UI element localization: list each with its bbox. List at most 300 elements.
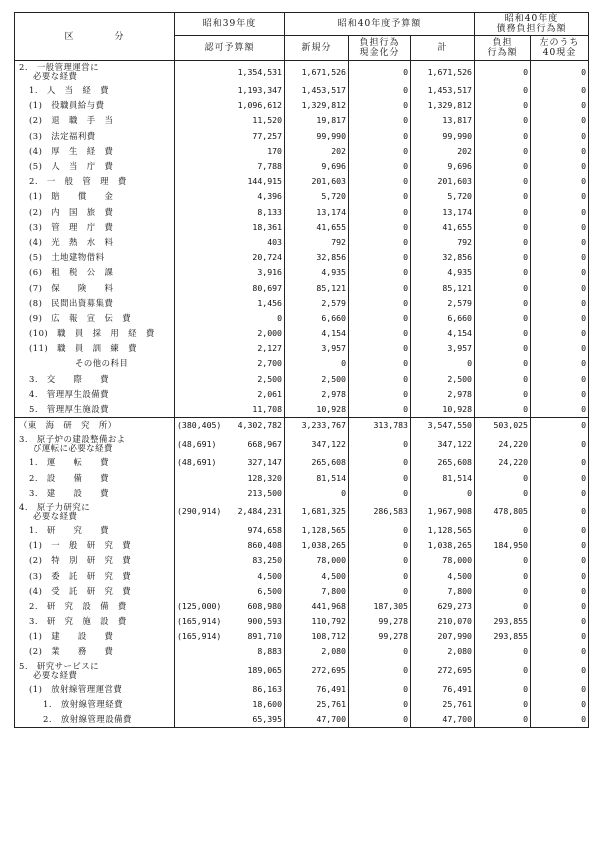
cell-fy39-value: 4,500 [257, 570, 282, 581]
row-label-line1: 4. 原子力研究に [19, 501, 91, 512]
cell-total: 0 [411, 486, 475, 501]
row-label [15, 538, 175, 553]
cell-debt-conversion: 0 [349, 129, 411, 144]
cell-total: 4,935 [411, 265, 475, 280]
cell-fy39-approved [175, 341, 285, 356]
table-row [15, 98, 589, 113]
table-row [15, 644, 589, 659]
row-label-line1: (2) 特 別 研 究 費 [29, 555, 132, 566]
cell-debt-amount: 0 [475, 584, 531, 599]
header-fy40-budget: 昭和40年度予算額 [285, 13, 475, 36]
cell-debt-amount: 503,025 [475, 418, 531, 434]
cell-fy39-value: 2,061 [257, 388, 282, 399]
header-fy39-approved: 認可予算額 [175, 36, 285, 61]
cell-debt-conversion: 0 [349, 387, 411, 402]
cell-of-which-cash: 0 [531, 174, 589, 189]
row-label-line2: 必要な経費 [33, 669, 78, 680]
cell-debt-amount: 0 [475, 568, 531, 583]
cell-total: 85,121 [411, 280, 475, 295]
cell-fy39-approved [175, 682, 285, 697]
cell-fy39-approved [175, 433, 285, 455]
cell-of-which-cash: 0 [531, 98, 589, 113]
cell-new: 1,671,526 [285, 61, 349, 84]
table-row [15, 418, 589, 434]
row-label [15, 682, 175, 697]
cell-new: 4,935 [285, 265, 349, 280]
cell-new: 99,990 [285, 129, 349, 144]
row-label-line1: 1. 人 当 経 費 [29, 85, 109, 96]
cell-fy39-value: 77,257 [252, 130, 282, 141]
cell-fy39-value: 80,697 [252, 282, 282, 293]
cell-debt-amount: 0 [475, 235, 531, 250]
cell-debt-conversion: 0 [349, 523, 411, 538]
cell-total: 1,329,812 [411, 98, 475, 113]
cell-debt-conversion: 187,305 [349, 599, 411, 614]
cell-fy39-value: 170 [267, 145, 282, 156]
cell-of-which-cash: 0 [531, 538, 589, 553]
cell-fy39-approved [175, 471, 285, 486]
cell-new: 108,712 [285, 629, 349, 644]
cell-debt-conversion: 0 [349, 113, 411, 128]
cell-of-which-cash: 0 [531, 265, 589, 280]
cell-debt-amount: 0 [475, 372, 531, 387]
cell-new: 47,700 [285, 712, 349, 728]
cell-total: 76,491 [411, 682, 475, 697]
cell-debt-amount: 0 [475, 265, 531, 280]
cell-fy39-approved [175, 599, 285, 614]
row-label-line2: び運転に必要な経費 [33, 443, 113, 454]
cell-debt-conversion: 0 [349, 402, 411, 418]
cell-of-which-cash: 0 [531, 372, 589, 387]
cell-debt-amount: 478,805 [475, 501, 531, 523]
cell-fy39-value: 144,915 [247, 176, 282, 187]
cell-fy39-value: 11,708 [252, 404, 282, 415]
row-label [15, 174, 175, 189]
cell-new: 7,800 [285, 584, 349, 599]
cell-fy39-value: 189,065 [247, 665, 282, 676]
row-label-line1: (1) 建 設 費 [29, 631, 114, 642]
header-debt-amount-line1: 負担 [492, 38, 513, 48]
cell-debt-conversion: 0 [349, 356, 411, 371]
table-row [15, 712, 589, 728]
table-row [15, 584, 589, 599]
cell-fy39-approved [175, 159, 285, 174]
cell-new: 1,329,812 [285, 98, 349, 113]
row-label [15, 455, 175, 470]
cell-fy39-parenthetical: (165,914) [177, 616, 222, 627]
cell-fy39-value: 7,788 [257, 161, 282, 172]
cell-of-which-cash: 0 [531, 250, 589, 265]
cell-new: 2,579 [285, 296, 349, 311]
cell-fy39-value: 20,724 [252, 252, 282, 263]
cell-debt-amount: 184,950 [475, 538, 531, 553]
cell-debt-conversion: 286,583 [349, 501, 411, 523]
row-label [15, 433, 175, 455]
header-fy40-debt-line2: 債務負担行為額 [496, 24, 567, 34]
cell-new: 1,453,517 [285, 83, 349, 98]
cell-fy39-approved [175, 144, 285, 159]
cell-fy39-approved [175, 455, 285, 470]
row-label [15, 220, 175, 235]
cell-of-which-cash: 0 [531, 599, 589, 614]
cell-fy39-approved [175, 501, 285, 523]
cell-fy39-value: 4,396 [257, 191, 282, 202]
cell-total: 25,761 [411, 697, 475, 712]
cell-new: 41,655 [285, 220, 349, 235]
row-label [15, 568, 175, 583]
cell-debt-conversion: 0 [349, 189, 411, 204]
row-label [15, 584, 175, 599]
cell-fy39-value: 1,354,531 [237, 66, 282, 77]
cell-of-which-cash: 0 [531, 697, 589, 712]
cell-new: 0 [285, 486, 349, 501]
cell-total: 3,957 [411, 341, 475, 356]
cell-debt-amount: 0 [475, 471, 531, 486]
cell-new: 9,696 [285, 159, 349, 174]
cell-fy39-approved [175, 486, 285, 501]
cell-total: 1,453,517 [411, 83, 475, 98]
cell-of-which-cash: 0 [531, 341, 589, 356]
cell-debt-amount: 0 [475, 174, 531, 189]
cell-total: 347,122 [411, 433, 475, 455]
row-label-line1: 1. 放射線管理経費 [43, 698, 123, 709]
row-label-line1: (5) 土地建物借料 [29, 252, 105, 263]
cell-debt-amount: 0 [475, 523, 531, 538]
cell-of-which-cash: 0 [531, 280, 589, 295]
cell-debt-amount: 0 [475, 113, 531, 128]
cell-fy39-approved [175, 402, 285, 418]
cell-of-which-cash: 0 [531, 418, 589, 434]
cell-total: 5,720 [411, 189, 475, 204]
cell-debt-amount: 0 [475, 553, 531, 568]
cell-debt-conversion: 99,278 [349, 629, 411, 644]
cell-new: 4,500 [285, 568, 349, 583]
table-row [15, 614, 589, 629]
cell-debt-conversion: 0 [349, 280, 411, 295]
row-label-line1: (11) 職 員 訓 練 費 [29, 343, 137, 354]
cell-fy39-approved [175, 697, 285, 712]
cell-total: 4,154 [411, 326, 475, 341]
row-label-line1: (4) 厚 生 経 費 [29, 145, 114, 156]
cell-debt-conversion: 0 [349, 682, 411, 697]
table-row [15, 280, 589, 295]
cell-of-which-cash: 0 [531, 129, 589, 144]
cell-total: 7,800 [411, 584, 475, 599]
row-label [15, 296, 175, 311]
cell-total: 99,990 [411, 129, 475, 144]
cell-new: 2,978 [285, 387, 349, 402]
cell-fy39-approved [175, 250, 285, 265]
row-label-line1: 4. 管理厚生設備費 [29, 388, 109, 399]
row-label [15, 660, 175, 682]
cell-debt-amount: 0 [475, 250, 531, 265]
cell-total: 210,070 [411, 614, 475, 629]
row-label [15, 523, 175, 538]
cell-fy39-parenthetical: (290,914) [177, 506, 222, 517]
cell-of-which-cash: 0 [531, 113, 589, 128]
table-body [15, 61, 589, 728]
row-label-line1: (2) 業 務 費 [29, 646, 114, 657]
table-row [15, 402, 589, 418]
row-label-line1: (1) 一 般 研 究 費 [29, 540, 132, 551]
row-label [15, 697, 175, 712]
row-label-line1: (3) 委 託 研 究 費 [29, 570, 132, 581]
header-debt-conversion [349, 36, 411, 61]
row-label [15, 159, 175, 174]
cell-new: 1,128,565 [285, 523, 349, 538]
cell-debt-amount: 0 [475, 644, 531, 659]
cell-debt-conversion: 313,783 [349, 418, 411, 434]
cell-debt-amount: 0 [475, 697, 531, 712]
cell-new: 10,928 [285, 402, 349, 418]
cell-of-which-cash: 0 [531, 356, 589, 371]
cell-fy39-parenthetical: (48,691) [177, 457, 217, 468]
cell-debt-amount: 0 [475, 599, 531, 614]
cell-new: 347,122 [285, 433, 349, 455]
cell-total: 2,978 [411, 387, 475, 402]
cell-debt-conversion: 0 [349, 144, 411, 159]
row-label-line1: 2. 一般管理運営に [19, 62, 99, 72]
header-of-which-line2: 40現金 [542, 48, 577, 58]
header-new: 新規分 [285, 36, 349, 61]
cell-total: 2,080 [411, 644, 475, 659]
cell-debt-amount: 0 [475, 486, 531, 501]
row-label-line2: 必要な経費 [33, 510, 78, 521]
cell-fy39-approved [175, 568, 285, 583]
cell-of-which-cash: 0 [531, 235, 589, 250]
row-label [15, 280, 175, 295]
cell-fy39-value: 83,250 [252, 555, 282, 566]
cell-debt-conversion: 0 [349, 205, 411, 220]
table-row [15, 144, 589, 159]
cell-debt-conversion: 0 [349, 341, 411, 356]
cell-fy39-approved [175, 372, 285, 387]
cell-new: 1,681,325 [285, 501, 349, 523]
cell-debt-conversion: 0 [349, 61, 411, 84]
cell-fy39-approved [175, 296, 285, 311]
header-fy39: 昭和39年度 [175, 13, 285, 36]
cell-new: 32,856 [285, 250, 349, 265]
row-label [15, 83, 175, 98]
cell-of-which-cash: 0 [531, 433, 589, 455]
row-label [15, 372, 175, 387]
cell-of-which-cash: 0 [531, 296, 589, 311]
cell-new: 272,695 [285, 660, 349, 682]
row-label [15, 265, 175, 280]
cell-fy39-value: 3,916 [257, 267, 282, 278]
cell-debt-conversion: 0 [349, 220, 411, 235]
cell-debt-amount: 0 [475, 205, 531, 220]
cell-of-which-cash: 0 [531, 189, 589, 204]
row-label [15, 250, 175, 265]
cell-debt-amount: 0 [475, 682, 531, 697]
table-row [15, 697, 589, 712]
cell-of-which-cash: 0 [531, 83, 589, 98]
cell-total: 32,856 [411, 250, 475, 265]
cell-fy39-approved [175, 235, 285, 250]
row-label [15, 486, 175, 501]
cell-new: 2,080 [285, 644, 349, 659]
cell-new: 792 [285, 235, 349, 250]
table-row [15, 235, 589, 250]
cell-debt-amount: 0 [475, 189, 531, 204]
row-label-line1: (2) 退 職 手 当 [29, 115, 114, 126]
cell-debt-amount: 0 [475, 660, 531, 682]
cell-fy39-approved [175, 387, 285, 402]
table-header [15, 13, 589, 61]
cell-debt-amount: 0 [475, 356, 531, 371]
cell-fy39-value: 327,147 [247, 457, 282, 468]
cell-debt-conversion: 0 [349, 250, 411, 265]
cell-fy39-parenthetical: (48,691) [177, 438, 217, 449]
row-label-line1: 3. 建 設 費 [29, 487, 109, 498]
cell-total: 47,700 [411, 712, 475, 728]
cell-of-which-cash: 0 [531, 644, 589, 659]
cell-fy39-value: 65,395 [252, 714, 282, 725]
header-debt-amount-line2: 行為額 [487, 48, 518, 58]
cell-fy39-value: 2,127 [257, 343, 282, 354]
cell-new: 1,038,265 [285, 538, 349, 553]
cell-total: 2,500 [411, 372, 475, 387]
table-row [15, 387, 589, 402]
row-label-line2: 必要な経費 [33, 71, 78, 81]
cell-debt-amount: 0 [475, 61, 531, 84]
cell-fy39-value: 2,500 [257, 373, 282, 384]
cell-total: 4,500 [411, 568, 475, 583]
cell-debt-conversion: 0 [349, 265, 411, 280]
cell-total: 272,695 [411, 660, 475, 682]
row-label-line1: (6) 租 税 公 課 [29, 267, 114, 278]
cell-total: 9,696 [411, 159, 475, 174]
cell-fy39-approved [175, 538, 285, 553]
cell-total: 629,273 [411, 599, 475, 614]
cell-debt-amount: 0 [475, 129, 531, 144]
cell-fy39-parenthetical: (125,000) [177, 600, 222, 611]
row-label [15, 113, 175, 128]
table-row [15, 486, 589, 501]
cell-debt-conversion: 99,278 [349, 614, 411, 629]
row-label-line1: (1) 役職員給与費 [29, 100, 105, 111]
cell-new: 76,491 [285, 682, 349, 697]
cell-fy39-approved [175, 523, 285, 538]
row-label [15, 629, 175, 644]
table-row [15, 129, 589, 144]
row-label-line1: (4) 光 熱 水 料 [29, 236, 114, 247]
table-row [15, 341, 589, 356]
row-label [15, 387, 175, 402]
row-label-line1: (3) 法定福利費 [29, 130, 96, 141]
cell-of-which-cash: 0 [531, 205, 589, 220]
cell-fy39-approved [175, 553, 285, 568]
budget-table-container [14, 12, 588, 728]
cell-fy39-value: 128,320 [247, 472, 282, 483]
header-total: 計 [411, 36, 475, 61]
row-label [15, 98, 175, 113]
cell-debt-conversion: 0 [349, 98, 411, 113]
header-category: 区 分 [15, 13, 175, 61]
cell-debt-amount: 0 [475, 220, 531, 235]
cell-total: 1,128,565 [411, 523, 475, 538]
table-row [15, 265, 589, 280]
row-label-line1: 3. 交 際 費 [29, 373, 109, 384]
cell-of-which-cash: 0 [531, 144, 589, 159]
cell-new: 5,720 [285, 189, 349, 204]
cell-of-which-cash: 0 [531, 159, 589, 174]
cell-new: 85,121 [285, 280, 349, 295]
cell-of-which-cash: 0 [531, 712, 589, 728]
cell-total: 0 [411, 356, 475, 371]
cell-debt-conversion: 0 [349, 433, 411, 455]
cell-total: 202 [411, 144, 475, 159]
row-label [15, 644, 175, 659]
cell-total: 78,000 [411, 553, 475, 568]
cell-debt-conversion: 0 [349, 553, 411, 568]
cell-fy39-approved [175, 712, 285, 728]
cell-new: 78,000 [285, 553, 349, 568]
table-row [15, 523, 589, 538]
cell-fy39-value: 18,361 [252, 221, 282, 232]
cell-new: 441,968 [285, 599, 349, 614]
header-debt-conversion-line2: 現金化分 [359, 48, 400, 58]
cell-of-which-cash: 0 [531, 614, 589, 629]
cell-debt-amount: 0 [475, 159, 531, 174]
row-label [15, 712, 175, 728]
cell-fy39-approved [175, 614, 285, 629]
table-row [15, 220, 589, 235]
cell-of-which-cash: 0 [531, 660, 589, 682]
row-label-line1: (8) 民間出資募集費 [29, 297, 114, 308]
cell-new: 3,233,767 [285, 418, 349, 434]
row-label [15, 235, 175, 250]
cell-of-which-cash: 0 [531, 61, 589, 84]
row-label [15, 501, 175, 523]
cell-debt-conversion: 0 [349, 311, 411, 326]
row-label-line1: （東 海 研 究 所） [19, 420, 117, 431]
table-row [15, 83, 589, 98]
cell-fy39-parenthetical: (165,914) [177, 631, 222, 642]
cell-debt-amount: 0 [475, 144, 531, 159]
cell-debt-amount: 0 [475, 326, 531, 341]
cell-debt-amount: 24,220 [475, 455, 531, 470]
row-label [15, 205, 175, 220]
table-row [15, 538, 589, 553]
cell-of-which-cash: 0 [531, 311, 589, 326]
row-label [15, 341, 175, 356]
row-label-line1: 2. 研 究 設 備 費 [29, 600, 127, 611]
cell-fy39-approved [175, 311, 285, 326]
table-row [15, 326, 589, 341]
cell-fy39-approved [175, 174, 285, 189]
cell-total: 81,514 [411, 471, 475, 486]
cell-fy39-value: 2,700 [257, 358, 282, 369]
cell-debt-conversion: 0 [349, 235, 411, 250]
header-of-which [531, 36, 589, 61]
cell-debt-conversion: 0 [349, 471, 411, 486]
cell-fy39-approved [175, 418, 285, 434]
cell-total: 6,660 [411, 311, 475, 326]
table-row [15, 205, 589, 220]
cell-fy39-approved [175, 83, 285, 98]
cell-debt-amount: 0 [475, 402, 531, 418]
row-label-line1: 3. 研 究 施 設 費 [29, 616, 127, 627]
cell-debt-conversion: 0 [349, 538, 411, 553]
cell-debt-amount: 0 [475, 712, 531, 728]
table-row [15, 568, 589, 583]
row-label-line1: 2. 設 備 費 [29, 472, 109, 483]
cell-fy39-value: 860,408 [247, 540, 282, 551]
cell-total: 207,990 [411, 629, 475, 644]
cell-fy39-value: 668,967 [247, 438, 282, 449]
